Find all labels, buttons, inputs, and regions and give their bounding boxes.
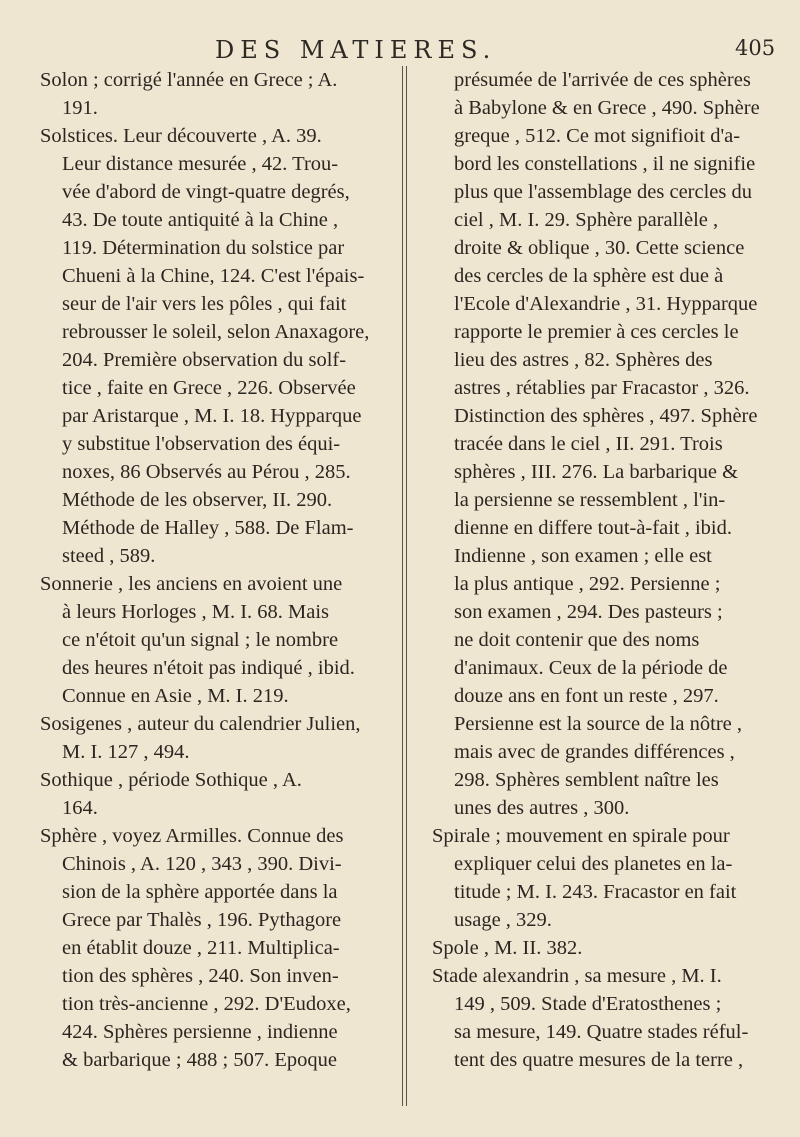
index-line: vée d'abord de vingt-quatre degrés, <box>62 181 350 203</box>
index-line: Stade alexandrin , sa mesure , M. I. <box>432 965 722 987</box>
index-line: noxes, 86 Observés au Pérou , 285. <box>62 461 351 483</box>
index-line: M. I. 127 , 494. <box>62 741 190 763</box>
index-line: unes des autres , 300. <box>454 797 630 819</box>
index-line: des cercles de la sphère est due à <box>454 265 724 287</box>
index-line: l'Ecole d'Alexandrie , 31. Hypparque <box>454 293 758 315</box>
index-line: 191. <box>62 97 98 119</box>
index-line: y substitue l'observation des équi- <box>62 433 341 455</box>
index-line: tice , faite en Grece , 226. Observée <box>62 377 356 399</box>
index-line: rebrousser le soleil, selon Anaxagore, <box>62 321 370 343</box>
index-line: seur de l'air vers les pôles , qui fait <box>62 293 347 315</box>
index-line: 43. De toute antiquité à la Chine , <box>62 209 339 231</box>
index-line: Grece par Thalès , 196. Pythagore <box>62 909 342 931</box>
index-line: lieu des astres , 82. Sphères des <box>454 349 713 371</box>
index-line: tracée dans le ciel , II. 291. Trois <box>454 433 723 455</box>
index-line: greque , 512. Ce mot signifioit d'a- <box>454 125 741 147</box>
index-line: titude ; M. I. 243. Fracastor en fait <box>454 881 737 903</box>
index-line: sa mesure, 149. Quatre stades réful- <box>454 1021 749 1043</box>
index-line: 298. Sphères semblent naître les <box>454 769 719 791</box>
index-line: Indienne , son examen ; elle est <box>454 545 712 567</box>
index-column-right <box>432 66 776 1074</box>
index-line: tion des sphères , 240. Son inven- <box>62 965 339 987</box>
index-line: à leurs Horloges , M. I. 68. Mais <box>62 601 330 623</box>
index-line: 119. Détermination du solstice par <box>62 237 345 259</box>
index-line: Spole , M. II. 382. <box>432 937 583 959</box>
index-line: Leur distance mesurée , 42. Trou- <box>62 153 339 175</box>
index-line: Méthode de Halley , 588. De Flam- <box>62 517 354 539</box>
index-line: Persienne est la source de la nôtre , <box>454 713 743 735</box>
index-line: son examen , 294. Des pasteurs ; <box>454 601 723 623</box>
index-line: rapporte le premier à ces cercles le <box>454 321 739 343</box>
index-line: usage , 329. <box>454 909 552 931</box>
index-line: plus que l'assemblage des cercles du <box>454 181 753 203</box>
index-line: tent des quatre mesures de la terre , <box>454 1049 744 1071</box>
index-line: des heures n'étoit pas indiqué , ibid. <box>62 657 355 679</box>
index-line: par Aristarque , M. I. 18. Hypparque <box>62 405 362 427</box>
index-line: Chinois , A. 120 , 343 , 390. Divi- <box>62 853 342 875</box>
index-line: Connue en Asie , M. I. 219. <box>62 685 289 707</box>
index-line: astres , rétablies par Fracastor , 326. <box>454 377 750 399</box>
index-line: d'animaux. Ceux de la période de <box>454 657 728 679</box>
index-line: Sonnerie , les anciens en avoient une <box>40 573 343 595</box>
index-line: bord les constellations , il ne signifie <box>454 153 756 175</box>
index-line: ce n'étoit qu'un signal ; le nombre <box>62 629 339 651</box>
index-line: Sosigenes , auteur du calendrier Julien, <box>40 713 361 735</box>
column-divider-rule <box>406 66 407 1106</box>
index-line: à Babylone & en Grece , 490. Sphère <box>454 97 760 119</box>
index-line: Sothique , période Sothique , A. <box>40 769 302 791</box>
running-title: DES MATIERES. <box>215 36 497 64</box>
index-line: Sphère , voyez Armilles. Connue des <box>40 825 344 847</box>
index-line: ne doit contenir que des noms <box>454 629 700 651</box>
index-line: 204. Première observation du solf- <box>62 349 347 371</box>
index-line: droite & oblique , 30. Cette science <box>454 237 745 259</box>
index-line: Solstices. Leur découverte , A. 39. <box>40 125 322 147</box>
index-line: expliquer celui des planetes en la- <box>454 853 733 875</box>
index-column-left <box>40 66 380 1074</box>
page-number: 405 <box>735 36 776 60</box>
index-line: Chueni à la Chine, 124. C'est l'épais- <box>62 265 365 287</box>
index-line: mais avec de grandes différences , <box>454 741 735 763</box>
index-line: Distinction des sphères , 497. Sphère <box>454 405 758 427</box>
index-line: en établit douze , 211. Multiplica- <box>62 937 340 959</box>
index-line: la plus antique , 292. Persienne ; <box>454 573 721 595</box>
index-line: & barbarique ; 488 ; 507. Epoque <box>62 1049 337 1071</box>
index-line: la persienne se ressemblent , l'in- <box>454 489 726 511</box>
index-line: Spirale ; mouvement en spirale pour <box>432 825 730 847</box>
index-line: douze ans en font un reste , 297. <box>454 685 719 707</box>
index-line: présumée de l'arrivée de ces sphères <box>454 69 751 91</box>
index-line: 424. Sphères persienne , indienne <box>62 1021 338 1043</box>
index-line: sion de la sphère apportée dans la <box>62 881 338 903</box>
column-divider-rule <box>402 66 403 1106</box>
index-line: steed , 589. <box>62 545 156 567</box>
index-line: Solon ; corrigé l'année en Grece ; A. <box>40 69 338 91</box>
index-line: 164. <box>62 797 98 819</box>
index-line: tion très-ancienne , 292. D'Eudoxe, <box>62 993 351 1015</box>
index-line: Méthode de les observer, II. 290. <box>62 489 333 511</box>
index-line: sphères , III. 276. La barbarique & <box>454 461 739 483</box>
index-line: 149 , 509. Stade d'Eratosthenes ; <box>454 993 722 1015</box>
index-line: dienne en differe tout-à-fait , ibid. <box>454 517 732 539</box>
index-line: ciel , M. I. 29. Sphère parallèle , <box>454 209 719 231</box>
